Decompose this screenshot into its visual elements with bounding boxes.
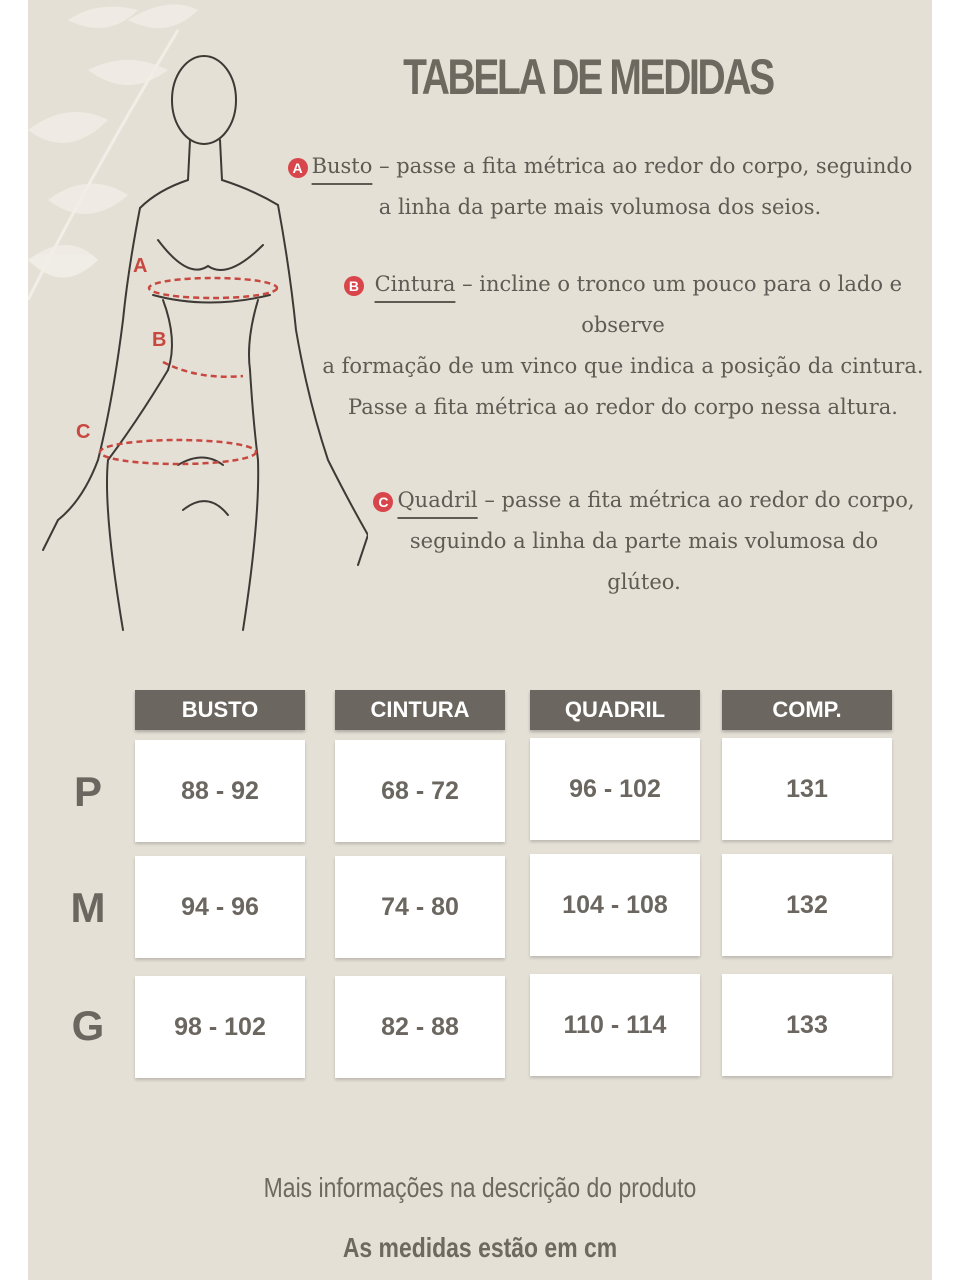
term-quadril: Quadril [397,488,478,512]
size-label-p: P [73,768,102,815]
term-busto: Busto [311,154,373,178]
footer-units: As medidas estão em cm [342,1232,618,1263]
description-text: seguindo a linha da parte mais volumosa do [409,529,879,553]
description-cintura-line-1 [318,264,928,305]
header-cintura: CINTURA [335,690,505,730]
cell-p-busto: 88 - 92 [135,740,305,842]
description-text: – passe a fita métrica ao redor do corpo, [477,488,915,512]
badge-b: B [344,276,364,296]
description-quadril-line-1 [362,480,926,521]
description-quadril [362,480,926,603]
page-title: TABELA DE MEDIDAS [403,49,773,105]
size-label-g: G [71,1002,105,1049]
description-cintura [318,264,928,428]
cell-p-cintura: 68 - 72 [335,740,505,842]
cell-g-busto: 98 - 102 [135,976,305,1078]
description-text: glúteo. [607,570,681,594]
cell-p-comp: 131 [722,738,892,840]
figure-marker-a: A [133,255,148,277]
size-label-m: M [70,884,106,931]
description-busto-line-1 [280,146,920,187]
figure-marker-b: B [152,329,167,351]
cell-m-busto: 94 - 96 [135,856,305,958]
header-comp: COMP. [722,690,892,730]
description-text: observe [581,313,665,337]
badge-a: A [288,158,308,178]
cell-p-quadril: 96 - 102 [530,738,700,840]
cell-m-quadril: 104 - 108 [530,854,700,956]
cell-m-comp: 132 [722,854,892,956]
header-quadril: QUADRIL [530,690,700,730]
cell-g-quadril: 110 - 114 [530,974,700,1076]
description-text: a formação de um vinco que indica a posição da cintura. [322,354,924,378]
description-text: a linha da parte mais volumosa dos seios. [378,195,822,219]
term-cintura: Cintura [374,272,456,296]
cell-g-cintura: 82 - 88 [335,976,505,1078]
description-busto [280,146,920,228]
body-figure-sketch [28,40,368,640]
header-busto: BUSTO [135,690,305,730]
description-text: Passe a fita métrica ao redor do corpo nessa altura. [348,395,898,419]
description-text: – passe a fita métrica ao redor do corpo, seguindo [372,154,913,178]
cell-m-cintura: 74 - 80 [335,856,505,958]
description-text: – incline o tronco um pouco para o lado e [455,272,903,296]
badge-c: C [373,492,393,512]
size-chart-page [28,0,932,1280]
cell-g-comp: 133 [722,974,892,1076]
figure-marker-c: C [76,421,91,443]
footer-info: Mais informações na descrição do produto [263,1172,697,1203]
